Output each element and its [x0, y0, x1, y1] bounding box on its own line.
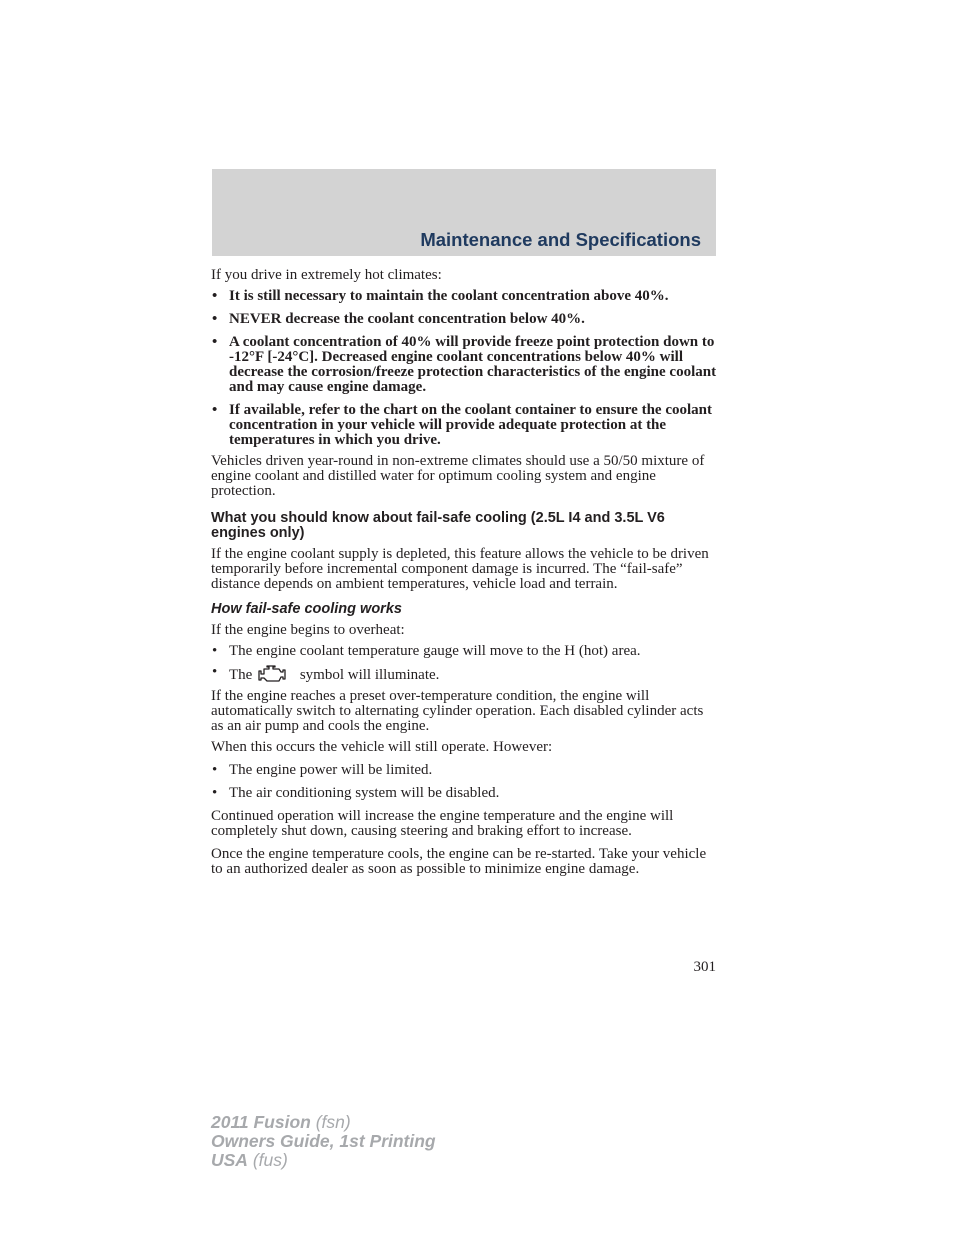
- footer-model: 2011 Fusion: [211, 1112, 311, 1132]
- list-item: • The engine power will be limited.: [211, 763, 717, 778]
- check-engine-icon: [258, 665, 288, 683]
- footer-market: USA: [211, 1150, 248, 1170]
- footer-line-3: [211, 1151, 436, 1170]
- page-number: 301: [693, 959, 716, 975]
- footer-line-2: Owners Guide, 1st Printing: [211, 1131, 436, 1151]
- footer-model-code: (fsn): [315, 1112, 351, 1132]
- hot-climate-intro: If you drive in extremely hot climates:: [211, 267, 442, 283]
- overheat-bullets: [211, 644, 717, 683]
- list-item: • A coolant concentration of 40% will provide freeze point protection down to -12°F [-24°C]. Decreased engine coolant concentrations below 40% will decrease the corrosion/freeze protection characteristics of the engine coolant and may cause engine damage.: [211, 335, 717, 395]
- overheat-intro: If the engine begins to overheat:: [211, 622, 405, 638]
- failsafe-heading: What you should know about fail-safe cooling (2.5L I4 and 3.5L V6 engines only): [211, 510, 665, 541]
- footer-imprint: [211, 1113, 436, 1170]
- cools-paragraph: Once the engine temperature cools, the engine can be re-started. Take your vehicle to an authorized dealer as soon as possible to minimize engine damage.: [211, 846, 707, 877]
- list-item: [211, 665, 717, 683]
- failsafe-paragraph: If the engine coolant supply is depleted, this feature allows the vehicle to be driven temporarily before incremental component damage is incurred. The “fail-safe” distance depends on ambient temperatures, vehicle load and terrain.: [211, 546, 709, 592]
- how-works-heading: How fail-safe cooling works: [211, 601, 402, 617]
- continued-paragraph: Continued operation will increase the engine temperature and the engine will completely shut down, causing steering and braking effort to increase.: [211, 808, 674, 839]
- hot-climate-bullets: [211, 289, 717, 448]
- list-item: • NEVER decrease the coolant concentration below 40%.: [211, 312, 717, 327]
- still-operate-text: When this occurs the vehicle will still operate. However:: [211, 739, 553, 755]
- operate-bullets: [211, 763, 717, 801]
- list-item: • The engine coolant temperature gauge will move to the H (hot) area.: [211, 644, 717, 659]
- footer-market-code: (fus): [252, 1150, 288, 1170]
- section-header-band: [212, 169, 716, 256]
- list-item: • It is still necessary to maintain the coolant concentration above 40%.: [211, 289, 717, 304]
- non-extreme-paragraph: Vehicles driven year-round in non-extreme climates should use a 50/50 mixture of engine coolant and distilled water for optimum cooling system and engine protection.: [211, 453, 705, 499]
- preset-paragraph: If the engine reaches a preset over-temperature condition, the engine will automatically switch to alternating cylinder operation. Each disabled cylinder acts as an air pump and cools the engine.: [211, 688, 704, 734]
- footer-line-1: [211, 1113, 436, 1132]
- list-item: • If available, refer to the chart on the coolant container to ensure the coolant concentration in your vehicle will provide adequate protection at the temperatures in which you drive.: [211, 403, 717, 448]
- symbol-before-text: The: [229, 667, 253, 683]
- page-content: [211, 268, 717, 877]
- list-item: • The air conditioning system will be disabled.: [211, 786, 717, 801]
- symbol-after-text: symbol will illuminate.: [299, 667, 440, 683]
- section-title: Maintenance and Specifications: [420, 229, 701, 250]
